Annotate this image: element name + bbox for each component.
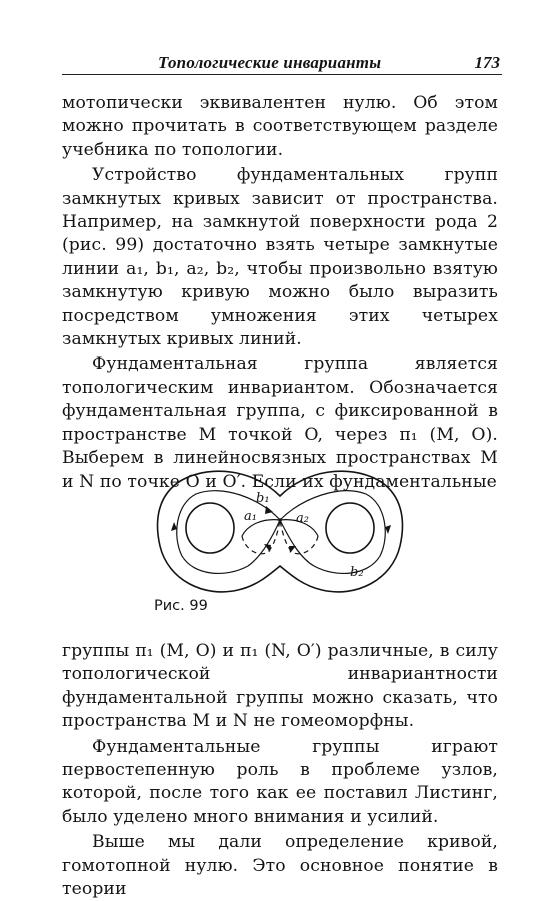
figure-99 [150, 462, 410, 612]
paragraph-3: Фундаментальная группа является топологическим инвариантом. Обозначается фундаментальная группа, с фиксированной в пространстве M точкой O, через π₁ (M, O). Выберем в линейносвязных пространствах M и N по точке O и O′. Если их фундаментальные [62, 354, 498, 492]
genus-two-surface-diagram [150, 462, 410, 612]
running-header [62, 50, 502, 75]
label-a1: a₁ [244, 509, 257, 524]
paragraph-2: Устройство фундаментальных групп замкнутых кривых зависит от пространства. Например, на замкнутой поверхности рода 2 (рис. 99) достаточно взять четыре замкнутые линии a₁, b₁, a₂, b₂, чтобы произвольно взятую замкнутую кривую можно было выразить посредством умножения этих четырех замкнутых кривых линий. [62, 165, 498, 350]
text-block-bottom [62, 640, 498, 901]
label-b1: b₁ [256, 491, 270, 506]
outer-boundary [158, 471, 403, 592]
running-title: Топологические инварианты [158, 53, 382, 72]
paragraph-6: Выше мы дали определение кривой, гомотопной нулю. Это основное понятие в теории [62, 832, 498, 900]
text-block-top [62, 92, 498, 494]
page-number: 173 [474, 53, 500, 72]
right-hole [326, 503, 374, 553]
base-point [278, 518, 282, 522]
label-a2: a₂ [296, 511, 309, 526]
paragraph-5: Фундаментальные группы играют первостепенную роль в проблеме узлов, которой, после того как ее поставил Листинг, было уделено много внимания и усилий. [62, 736, 498, 827]
loop-b2 [280, 491, 385, 574]
paragraph-1: мотопически эквивалентен нулю. Об этом можно прочитать в соответствующем разделе учебника по топологии. [62, 93, 498, 160]
arrow-a2 [289, 546, 296, 553]
figure-caption: Рис. 99 [154, 598, 208, 614]
label-b2: b₂ [350, 565, 364, 580]
paragraph-4: группы π₁ (M, O) и π₁ (N, O′) различные, в силу топологической инвариантности фундаментальной группы можно сказать, что пространства M и N не гомеоморфны. [62, 641, 498, 732]
loop-a1-back [242, 520, 280, 554]
left-hole [186, 503, 234, 553]
